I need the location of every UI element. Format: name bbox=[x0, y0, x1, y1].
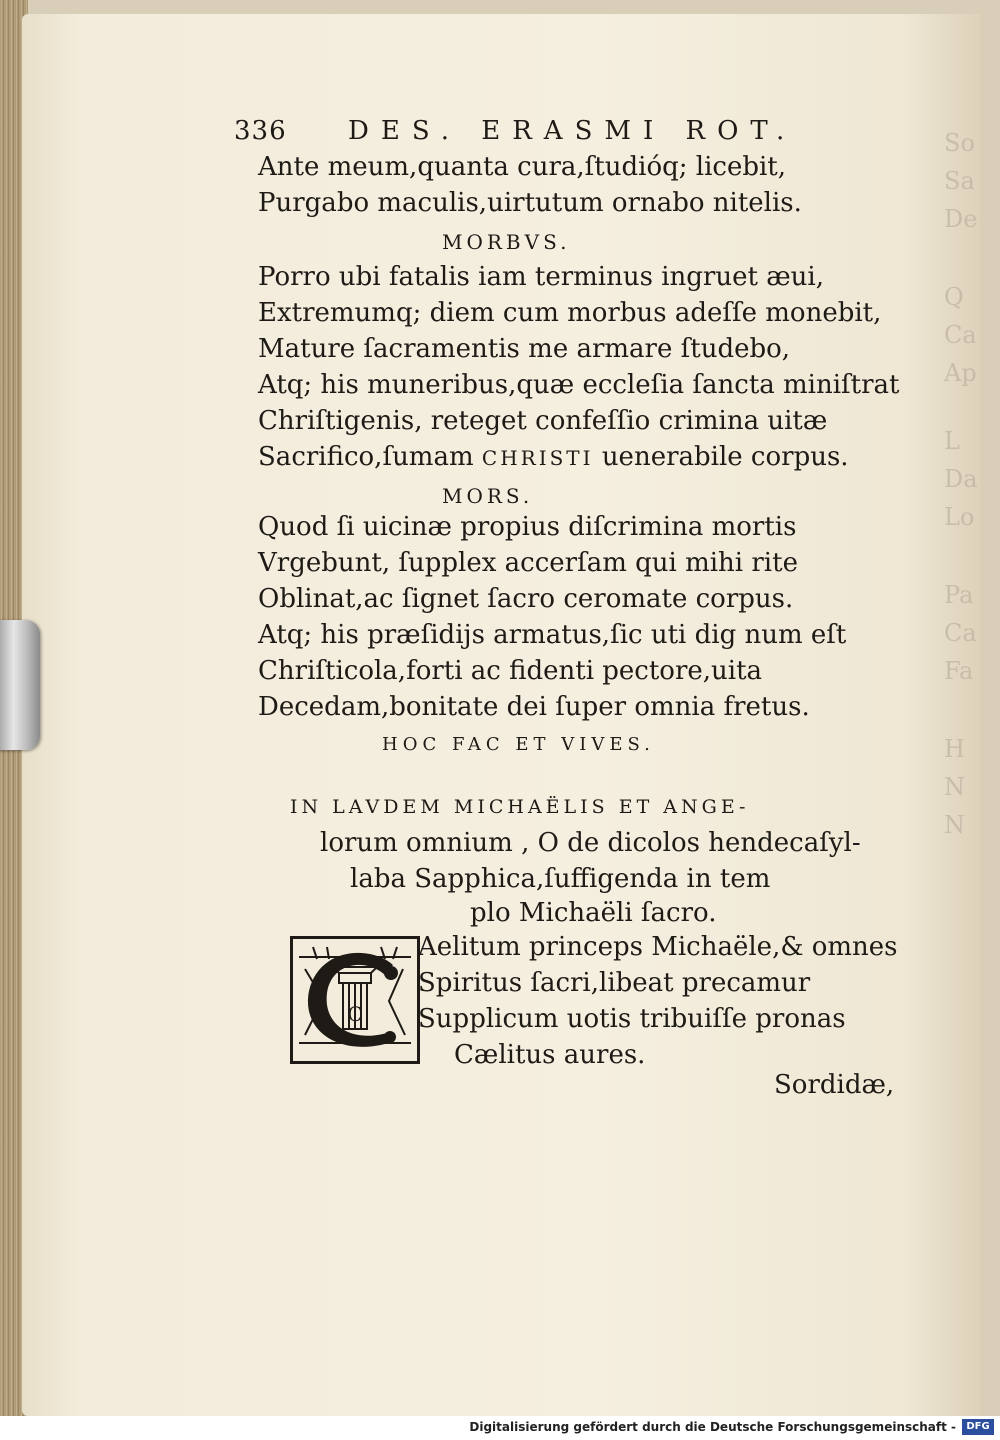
verse-line: Porro ubi fatalis iam terminus ingruet æui, bbox=[258, 262, 824, 292]
verse-line: Chriſtigenis, reteget confeſſio crimina uitæ bbox=[258, 406, 828, 436]
running-title: DES. ERASMI ROT. bbox=[348, 116, 797, 146]
section-heading-mors: MORS. bbox=[442, 484, 534, 508]
book-page bbox=[22, 14, 980, 1416]
woodcut-initial-c-icon bbox=[293, 939, 417, 1061]
dfg-logo: DFG bbox=[962, 1419, 994, 1435]
verse-line: Chriſticola,forti ac fidenti pectore,uita bbox=[258, 656, 763, 686]
verse-line: Vrgebunt, ſupplex accerſam qui mihi rite bbox=[258, 548, 798, 578]
ode-title-line: lorum omnium , O de dicolos hendecaſyl- bbox=[320, 828, 861, 858]
section-heading-morbus: MORBVS. bbox=[442, 230, 571, 254]
verse-line: Decedam,bonitate dei ſuper omnia fretus. bbox=[258, 692, 810, 722]
ode-title-line: plo Michaëli ſacro. bbox=[470, 898, 717, 928]
bleed-fragment: Lo bbox=[944, 503, 975, 531]
ode-title: IN LAVDEM MICHAËLIS ET ANGE- bbox=[290, 796, 750, 818]
verse-line: Oblinat,ac ſignet ſacro ceromate corpus. bbox=[258, 584, 794, 614]
bleed-fragment: Ap bbox=[944, 359, 977, 387]
running-header bbox=[234, 114, 854, 154]
bleed-fragment: Pa bbox=[944, 581, 974, 609]
ode-verse: Supplicum uotis tribuiſſe pronas bbox=[418, 1004, 846, 1034]
bleed-fragment: So bbox=[944, 129, 975, 157]
initial-letter: C bbox=[347, 1002, 363, 1026]
small-caps-christi: CHRISTI bbox=[481, 446, 594, 470]
decorated-initial bbox=[290, 936, 420, 1064]
catchword: Sordidæ, bbox=[774, 1070, 895, 1100]
verse-text: Sacrifico,ſumam bbox=[258, 442, 474, 472]
bleed-fragment: Ca bbox=[944, 321, 977, 349]
ode-verse: Aelitum princeps Michaële,& omnes bbox=[418, 932, 898, 962]
bleed-fragment: Sa bbox=[944, 167, 975, 195]
bleed-fragment: N bbox=[944, 773, 965, 801]
bleed-through-text bbox=[944, 124, 980, 1124]
page-clip bbox=[0, 620, 40, 750]
bleed-fragment: Fa bbox=[944, 657, 974, 685]
verse-line-christi bbox=[258, 442, 849, 473]
verse-text: uenerabile corpus. bbox=[601, 442, 849, 472]
verse-line: Purgabo maculis,uirtutum ornabo nitelis. bbox=[258, 188, 802, 218]
verse-line: Mature ſacramentis me armare ſtudebo, bbox=[258, 334, 791, 364]
verse-line: Atq; his præſidijs armatus,ſic uti dig num eſt bbox=[258, 620, 847, 650]
ode-verse: Cælitus aures. bbox=[454, 1040, 646, 1070]
ode-verse: Spiritus ſacri,libeat precamur bbox=[418, 968, 811, 998]
bleed-fragment: Q bbox=[944, 283, 964, 311]
page-number: 336 bbox=[234, 116, 287, 146]
verse-line: Atq; his muneribus,quæ eccleſia ſancta miniſtrat bbox=[258, 370, 900, 400]
bleed-fragment: Da bbox=[944, 465, 978, 493]
bleed-fragment: L bbox=[944, 427, 960, 455]
bleed-fragment: H bbox=[944, 735, 965, 763]
bleed-fragment: De bbox=[944, 205, 978, 233]
verse-line: Extremumq; diem cum morbus adeſſe monebit, bbox=[258, 298, 882, 328]
verse-line: Quod ſi uicinæ propius diſcrimina mortis bbox=[258, 512, 797, 542]
ode-title-line: laba Sapphica,ſuffigenda in tem bbox=[350, 864, 771, 894]
funding-credit: Digitalisierung gefördert durch die Deutsche Forschungsgemeinschaft - bbox=[469, 1420, 956, 1434]
verse-line: Ante meum,quanta cura,ſtudióq; licebit, bbox=[258, 152, 787, 182]
bleed-fragment: N bbox=[944, 811, 965, 839]
closing-motto: HOC FAC ET VIVES. bbox=[382, 734, 655, 755]
bleed-fragment: Ca bbox=[944, 619, 977, 647]
footer-bar bbox=[0, 1416, 1000, 1440]
